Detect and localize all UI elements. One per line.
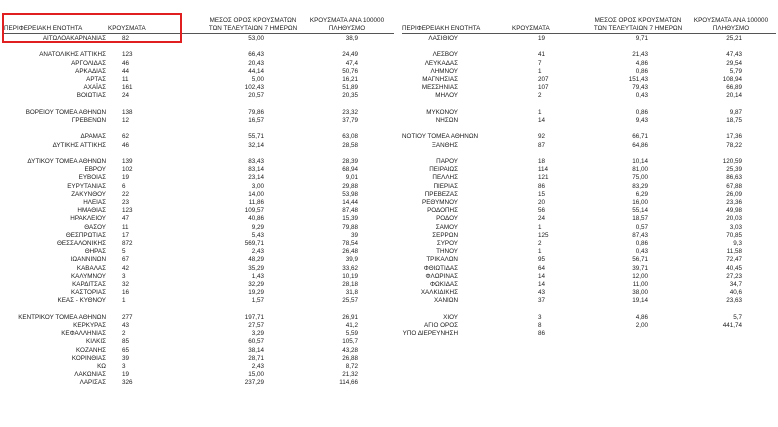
right-cases-cell: 14 [538,272,546,280]
left-cases-cell: 62 [122,133,130,141]
right-avg-cell: 16,00 [632,199,648,206]
left-region-cell: ΖΑΚΥΝΘΟΥ [71,190,106,198]
right-avg-cell: 4,86 [635,59,648,67]
left-per100k-cell: 16,21 [342,76,358,83]
left-per100k-cell: 87,48 [342,207,358,215]
right-cases-cell: 86 [538,182,546,190]
right-region-cell: ΞΑΝΘΗΣ [431,141,458,149]
left-cases-cell: 39 [122,354,130,362]
right-per100k-cell: 25,39 [726,166,742,174]
right-per100k-cell: 3,03 [729,223,742,231]
right-region-cell: ΣΑΜΟΥ [435,223,458,231]
left-avg-cell: 27,57 [248,322,264,329]
left-avg-cell: 40,86 [248,215,264,223]
right-region-cell: ΠΕΙΡΑΙΩΣ [429,166,458,174]
right-per100k-cell: 9,87 [729,108,742,116]
left-avg-cell: 20,57 [248,92,264,100]
right-per100k-cell: 11,58 [726,248,742,256]
right-region-cell: ΦΘΙΩΤΙΔΑΣ [423,264,458,272]
right-avg-cell: 39,71 [632,264,648,272]
right-avg-cell: 75,00 [632,174,648,182]
right-region-cell: ΛΑΣΙΘΙΟΥ [428,35,458,42]
left-region-cell: ΚΟΖΑΝΗΣ [76,346,106,354]
left-cases-cell: 102 [122,166,133,174]
right-cases-cell: 86 [538,330,546,338]
left-region-cell: ΑΝΑΤΟΛΙΚΗΣ ΑΤΤΙΚΗΣ [39,51,106,59]
left-avg-cell: 19,29 [248,289,264,297]
left-cases-cell: 46 [122,141,130,149]
left-cases-cell: 46 [122,59,130,67]
left-cases-cell: 42 [122,264,130,272]
left-avg-cell: 2,43 [251,248,264,256]
left-region-cell: ΚΙΛΚΙΣ [86,338,106,346]
right-cases-cell: 14 [538,281,546,288]
left-region-cell: ΑΙΤΩΛΟΑΚΑΡΝΑΝΙΑΣ [42,35,106,42]
right-region-cell: ΧΑΛΚΙΔΙΚΗΣ [420,289,458,297]
right-region-cell: ΠΕΛΛΗΣ [432,174,458,182]
right-region-cell: ΡΟΔΟΠΗΣ [427,207,458,215]
right-region-cell: ΝΗΣΩΝ [435,117,458,124]
left-region-cell: ΚΕΑΣ - ΚΥΘΝΟΥ [57,297,106,305]
left-cases-cell: 6 [122,182,126,190]
right-avg-cell: 4,86 [635,313,648,321]
left-region-cell: ΕΥΡΥΤΑΝΙΑΣ [67,182,106,190]
right-cases-cell: 20 [538,199,546,206]
right-cases-cell: 1 [538,223,542,231]
right-cases-cell: 207 [538,76,549,83]
left-avg-cell: 83,43 [248,158,264,165]
left-per100k-cell: 39,9 [345,256,358,264]
left-per100k-cell: 26,88 [342,354,358,362]
right-avg-cell: 79,43 [632,84,648,92]
right-cases-cell: 24 [538,215,546,223]
left-per100k-cell: 24,49 [342,51,358,59]
right-cases-cell: 14 [538,117,546,124]
right-avg-cell: 151,43 [628,76,648,83]
left-region-cell: ΛΑΡΙΣΑΣ [79,379,106,387]
left-per100k-cell: 41,2 [345,322,358,329]
right-per100k-cell: 40,45 [726,264,742,272]
right-per100k-cell: 23,63 [726,297,742,305]
left-cases-cell: 19 [122,371,130,379]
left-region-cell: ΚΑΣΤΟΡΙΑΣ [71,289,106,297]
right-avg-cell: 55,14 [632,207,648,215]
left-avg-cell: 60,57 [248,338,264,346]
right-avg-cell: 83,29 [632,182,648,190]
right-cases-cell: 3 [538,313,542,321]
left-cases-cell: 85 [122,338,130,346]
right-cases-cell: 1 [538,108,542,116]
left-region-cell: ΛΑΚΩΝΙΑΣ [74,371,106,379]
right-region-cell: ΠΑΡΟΥ [436,158,458,165]
left-avg-cell: 14,00 [248,190,264,198]
left-avg-cell: 197,71 [244,313,264,321]
left-avg-cell: 109,57 [244,207,264,215]
left-cases-cell: 47 [122,215,130,223]
left-region-cell: ΑΡΚΑΔΙΑΣ [75,67,106,75]
left-region-cell: ΑΡΤΑΣ [86,76,106,83]
right-cases-cell: 56 [538,207,546,215]
right-avg-cell: 11,00 [632,281,648,288]
left-region-cell: ΔΥΤΙΚΗΣ ΑΤΤΙΚΗΣ [52,141,106,149]
right-header-rule [402,33,776,34]
left-region-cell: ΚΑΡΔΙΤΣΑΣ [72,281,106,288]
left-cases-cell: 24 [122,92,130,100]
left-per100k-cell: 21,32 [342,371,358,379]
left-per100k-cell: 31,8 [345,289,358,297]
right-avg-cell: 0,86 [635,108,648,116]
right-per100k-cell: 120,59 [722,158,742,165]
left-avg-cell: 35,29 [248,264,264,272]
left-region-cell: ΗΜΑΘΙΑΣ [77,207,106,215]
right-cases-cell: 18 [538,158,546,165]
left-cases-cell: 277 [122,313,133,321]
right-per100k-cell: 47,43 [726,51,742,59]
right-header-region: ΠΕΡΙΦΕΡΕΙΑΚΗ ΕΝΟΤΗΤΑ [402,25,481,32]
right-per100k-cell: 27,23 [726,272,742,280]
left-per100k-cell: 63,08 [342,133,358,141]
left-header-per100k-line1: ΚΡΟΥΣΜΑΤΑ ΑΝΑ 100000 [309,17,385,24]
left-avg-cell: 48,29 [248,256,264,264]
left-avg-cell: 102,43 [244,84,264,92]
left-cases-cell: 23 [122,199,130,206]
right-cases-cell: 41 [538,51,546,59]
left-region-cell: ΚΑΛΥΜΝΟΥ [70,272,106,280]
left-avg-cell: 79,86 [248,108,264,116]
right-cases-cell: 95 [538,256,546,264]
left-header-region: ΠΕΡΙΦΕΡΕΙΑΚΗ ΕΝΟΤΗΤΑ [4,25,83,32]
right-region-cell: ΑΓΙΟ ΟΡΟΣ [424,322,458,329]
left-per100k-cell: 5,59 [345,330,358,338]
right-header-per100k-line1: ΚΡΟΥΣΜΑΤΑ ΑΝΑ 100000 [693,17,769,24]
left-avg-cell: 9,29 [251,223,264,231]
right-cases-cell: 64 [538,264,546,272]
left-per100k-cell: 14,44 [342,199,358,206]
left-avg-cell: 5,00 [251,76,264,83]
left-region-cell: ΚΩ [97,363,106,370]
left-per100k-cell: 50,76 [342,67,358,75]
right-region-cell: ΦΛΩΡΙΝΑΣ [425,272,458,280]
right-avg-cell: 18,57 [632,215,648,223]
left-region-cell: ΘΕΣΠΡΩΤΙΑΣ [65,231,106,239]
right-region-cell: ΡΕΘΥΜΝΟΥ [422,199,458,206]
right-region-cell: ΛΕΥΚΑΔΑΣ [424,59,458,67]
right-avg-cell: 56,71 [632,256,648,264]
left-cases-cell: 19 [122,174,130,182]
left-avg-cell: 28,71 [248,354,264,362]
left-header-cases: ΚΡΟΥΣΜΑΤΑ [108,25,146,32]
left-avg-cell: 32,29 [248,281,264,288]
left-avg-cell: 2,43 [251,363,264,370]
left-cases-cell: 12 [122,117,130,124]
right-header-per100k-line2: ΠΛΗΘΥΣΜΟ [712,25,750,32]
left-per100k-cell: 26,91 [342,313,358,321]
right-avg-cell: 12,00 [632,272,648,280]
left-avg-cell: 55,71 [248,133,264,141]
left-avg-cell: 38,14 [248,346,264,354]
left-avg-cell: 44,14 [248,67,264,75]
right-cases-cell: 114 [538,166,549,174]
left-cases-cell: 43 [122,322,130,329]
left-per100k-cell: 28,58 [342,141,358,149]
left-region-cell: ΑΡΓΟΛΙΔΑΣ [71,59,106,67]
right-region-cell: ΜΕΣΣΗΝΙΑΣ [421,84,458,92]
left-per100k-cell: 78,54 [342,240,358,247]
left-per100k-cell: 29,88 [342,182,358,190]
right-per100k-cell: 78,22 [726,141,742,149]
right-cases-cell: 121 [538,174,549,182]
left-per100k-cell: 33,62 [342,264,358,272]
left-cases-cell: 138 [122,108,133,116]
left-region-cell: ΑΧΑΪΑΣ [83,84,106,92]
right-region-cell: ΡΟΔΟΥ [436,215,458,223]
right-avg-cell: 2,00 [635,322,648,329]
right-cases-cell: 19 [538,35,546,42]
right-avg-cell: 0,43 [635,92,648,100]
left-cases-cell: 32 [122,281,130,288]
left-region-cell: ΔΥΤΙΚΟΥ ΤΟΜΕΑ ΑΘΗΝΩΝ [27,158,106,165]
left-per100k-cell: 20,35 [342,92,358,100]
left-cases-cell: 3 [122,363,126,370]
left-cases-cell: 44 [122,67,130,75]
right-avg-cell: 19,14 [632,297,648,305]
left-region-cell: ΘΑΣΟΥ [84,223,106,231]
left-avg-cell: 237,29 [244,379,264,387]
left-cases-cell: 11 [122,223,129,231]
right-per100k-cell: 5,79 [729,67,742,75]
right-avg-cell: 66,71 [632,133,648,141]
left-avg-cell: 15,00 [248,371,264,379]
right-per100k-cell: 70,85 [726,231,742,239]
left-per100k-cell: 9,01 [345,174,358,182]
left-cases-cell: 1 [122,297,126,305]
right-cases-cell: 125 [538,231,549,239]
right-avg-cell: 38,00 [632,289,648,297]
left-avg-cell: 66,43 [248,51,264,59]
left-cases-cell: 82 [122,35,130,42]
right-cases-cell: 2 [538,240,542,247]
left-header-avg-line1: ΜΕΣΟΣ ΟΡΟΣ ΚΡΟΥΣΜΑΤΩΝ [209,17,297,24]
left-avg-cell: 3,00 [251,182,264,190]
right-per100k-cell: 67,88 [726,182,742,190]
right-per100k-cell: 5,7 [733,313,742,321]
left-per100k-cell: 26,48 [342,248,358,256]
right-avg-cell: 6,29 [635,190,648,198]
left-cases-cell: 65 [122,346,130,354]
left-region-cell: ΓΡΕΒΕΝΩΝ [71,117,106,124]
left-per100k-cell: 79,88 [342,223,358,231]
left-region-cell: ΚΑΒΑΛΑΣ [76,264,106,272]
left-per100k-cell: 38,9 [345,35,358,42]
left-avg-cell: 3,29 [251,330,264,338]
left-per100k-cell: 51,89 [342,84,358,92]
left-avg-cell: 1,43 [251,272,264,280]
right-per100k-cell: 66,89 [726,84,742,92]
right-per100k-cell: 20,14 [726,92,742,100]
left-per100k-cell: 28,18 [342,281,358,288]
right-cases-cell: 15 [538,190,546,198]
left-cases-cell: 326 [122,379,133,387]
left-region-cell: ΚΟΡΙΝΘΙΑΣ [71,354,106,362]
right-avg-cell: 0,86 [635,240,648,247]
right-per100k-cell: 29,54 [726,59,742,67]
left-cases-cell: 139 [122,158,133,165]
left-per100k-cell: 15,39 [342,215,358,223]
left-cases-cell: 22 [122,190,130,198]
left-per100k-cell: 8,72 [345,363,358,370]
left-per100k-cell: 68,94 [342,166,358,174]
right-region-cell: ΧΑΝΙΩΝ [434,297,458,305]
left-avg-cell: 53,00 [248,35,264,42]
left-cases-cell: 11 [122,76,129,83]
left-region-cell: ΗΡΑΚΛΕΙΟΥ [70,215,106,223]
right-cases-cell: 8 [538,322,542,329]
left-avg-cell: 20,43 [248,59,264,67]
right-cases-cell: 107 [538,84,549,92]
right-avg-cell: 0,43 [635,248,648,256]
right-region-cell: ΜΑΓΝΗΣΙΑΣ [422,76,458,83]
right-header-avg-line1: ΜΕΣΟΣ ΟΡΟΣ ΚΡΟΥΣΜΑΤΩΝ [594,17,682,24]
left-cases-cell: 67 [122,256,130,264]
right-region-cell: ΝΟΤΙΟΥ ΤΟΜΕΑ ΑΘΗΝΩΝ [402,133,479,141]
right-region-cell: ΣΕΡΡΩΝ [432,231,458,239]
right-avg-cell: 21,43 [632,51,648,59]
left-cases-cell: 161 [122,84,133,92]
left-per100k-cell: 10,19 [342,272,358,280]
right-header-avg-line2: ΤΩΝ ΤΕΛΕΥΤΑΙΩΝ 7 ΗΜΕΡΩΝ [593,25,683,32]
right-per100k-cell: 40,6 [729,289,742,297]
right-per100k-cell: 9,3 [733,240,742,247]
right-per100k-cell: 49,98 [726,207,742,215]
right-cases-cell: 7 [538,59,542,67]
left-region-cell: ΕΥΒΟΙΑΣ [78,174,106,182]
left-avg-cell: 1,57 [251,297,264,305]
left-header-avg-line2: ΤΩΝ ΤΕΛΕΥΤΑΙΩΝ 7 ΗΜΕΡΩΝ [208,25,298,32]
right-per100k-cell: 17,36 [726,133,742,141]
right-region-cell: ΛΕΣΒΟΥ [432,51,458,59]
left-region-cell: ΒΟΙΩΤΙΑΣ [76,92,106,100]
right-region-cell: ΤΡΙΚΑΛΩΝ [426,256,458,264]
left-cases-cell: 123 [122,207,133,215]
left-per100k-cell: 53,98 [342,190,358,198]
right-per100k-cell: 23,36 [726,199,742,206]
left-avg-cell: 23,14 [248,174,264,182]
left-avg-cell: 11,86 [248,199,264,206]
right-per100k-cell: 25,21 [726,35,742,42]
right-avg-cell: 87,43 [632,231,648,239]
right-avg-cell: 64,86 [632,141,648,149]
left-region-cell: ΗΛΕΙΑΣ [83,199,106,206]
left-cases-cell: 17 [122,231,130,239]
left-per100k-cell: 47,4 [345,59,358,67]
right-cases-cell: 43 [538,289,546,297]
right-cases-cell: 92 [538,133,546,141]
right-region-cell: ΠΡΕΒΕΖΑΣ [424,190,458,198]
left-avg-cell: 16,57 [248,117,264,124]
left-per100k-cell: 28,39 [342,158,358,165]
left-per100k-cell: 23,32 [342,108,358,116]
right-per100k-cell: 26,09 [726,190,742,198]
left-avg-cell: 32,14 [248,141,264,149]
left-header-per100k-line2: ΠΛΗΘΥΣΜΟ [328,25,366,32]
right-region-cell: ΜΗΛΟΥ [435,92,458,100]
left-region-cell: ΘΕΣΣΑΛΟΝΙΚΗΣ [57,240,106,247]
left-per100k-cell: 37,79 [342,117,358,124]
right-per100k-cell: 34,7 [729,281,742,288]
right-region-cell: ΠΙΕΡΙΑΣ [433,182,458,190]
right-per100k-cell: 108,94 [722,76,742,83]
right-per100k-cell: 72,47 [726,256,742,264]
right-region-cell: ΛΗΜΝΟΥ [430,67,458,75]
right-per100k-cell: 441,74 [722,322,742,329]
left-region-cell: ΕΒΡΟΥ [84,166,106,174]
right-region-cell: ΧΙΟΥ [443,313,458,321]
left-region-cell: ΚΕΦΑΛΛΗΝΙΑΣ [61,330,106,338]
left-region-cell: ΔΡΑΜΑΣ [80,133,106,141]
left-per100k-cell: 114,66 [339,379,358,387]
left-region-cell: ΚΕΝΤΡΙΚΟΥ ΤΟΜΕΑ ΑΘΗΝΩΝ [18,313,106,321]
right-region-cell: ΥΠΟ ΔΙΕΡΕΥΝΗΣΗ [402,330,458,338]
right-cases-cell: 87 [538,141,546,149]
right-per100k-cell: 20,03 [726,215,742,223]
right-per100k-cell: 86,63 [726,174,742,182]
left-per100k-cell: 25,57 [342,297,358,305]
left-avg-cell: 5,43 [251,231,264,239]
right-avg-cell: 9,43 [635,117,648,124]
left-per100k-cell: 39 [350,231,358,239]
right-cases-cell: 1 [538,248,542,256]
right-cases-cell: 1 [538,67,542,75]
left-cases-cell: 2 [122,330,126,338]
right-region-cell: ΜΥΚΟΝΟΥ [426,108,458,116]
left-per100k-cell: 105,7 [342,338,358,346]
left-cases-cell: 872 [122,240,133,247]
left-cases-cell: 5 [122,248,126,256]
right-header-cases: ΚΡΟΥΣΜΑΤΑ [512,25,550,32]
left-avg-cell: 83,14 [248,166,264,174]
right-avg-cell: 9,71 [635,35,648,42]
right-avg-cell: 0,57 [635,223,648,231]
left-cases-cell: 3 [122,272,126,280]
right-avg-cell: 10,14 [632,158,648,165]
left-avg-cell: 569,71 [244,240,264,247]
left-region-cell: ΚΕΡΚΥΡΑΣ [73,322,106,329]
left-per100k-cell: 43,28 [342,346,358,354]
right-region-cell: ΤΗΝΟΥ [436,248,458,256]
right-avg-cell: 81,00 [632,166,648,174]
left-region-cell: ΙΩΑΝΝΙΝΩΝ [70,256,106,264]
right-region-cell: ΦΩΚΙΔΑΣ [430,281,458,288]
left-cases-cell: 16 [122,289,130,297]
right-per100k-cell: 18,75 [726,117,742,124]
right-cases-cell: 37 [538,297,546,305]
left-region-cell: ΘΗΡΑΣ [84,248,106,256]
right-cases-cell: 2 [538,92,542,100]
left-cases-cell: 123 [122,51,133,59]
right-region-cell: ΣΥΡΟΥ [436,240,458,247]
left-region-cell: ΒΟΡΕΙΟΥ ΤΟΜΕΑ ΑΘΗΝΩΝ [25,108,106,116]
right-avg-cell: 0,86 [635,67,648,75]
